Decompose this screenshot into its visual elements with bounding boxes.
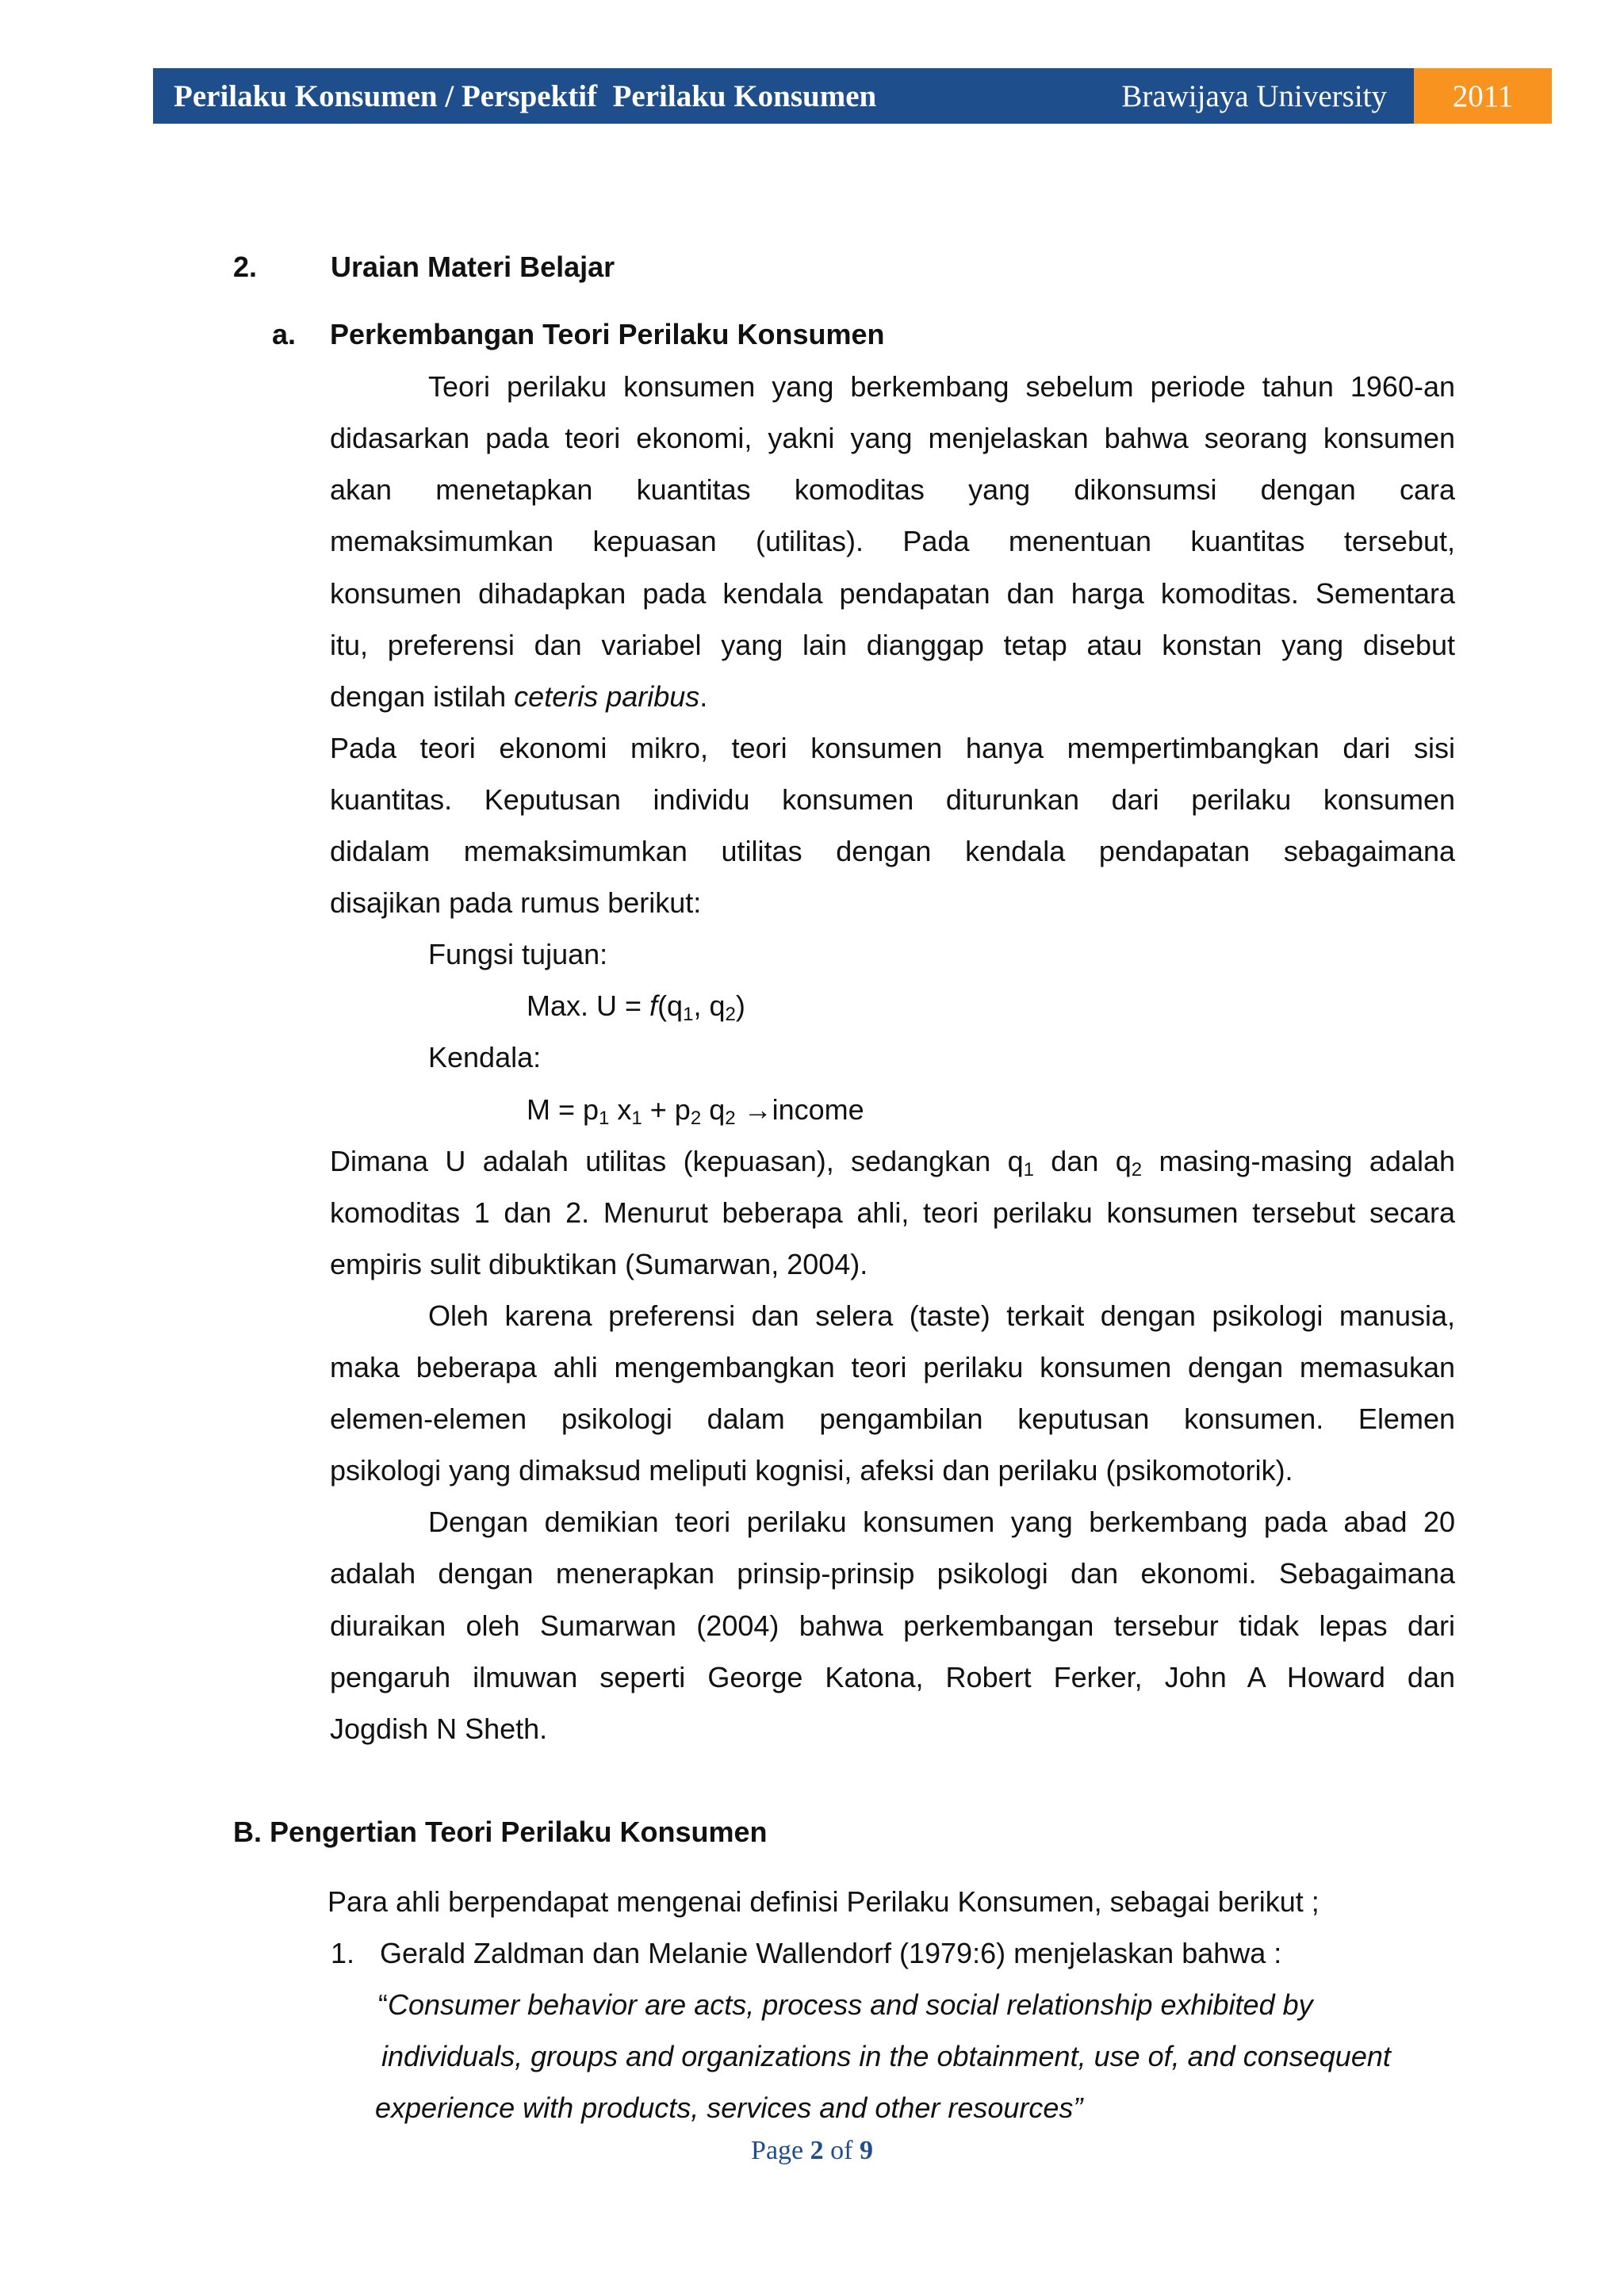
paragraph-line: adalah dengan menerapkan prinsip-prinsip psikologi dan ekonomi. Sebagaimana — [330, 1557, 1455, 1590]
paragraph-line: konsumen dihadapkan pada kendala pendapatan dan harga komoditas. Sementara — [330, 577, 1455, 610]
list-number: 1. — [331, 1937, 355, 1969]
quote-line: “Consumer behavior are acts, process and social relationship exhibited by — [378, 1988, 1313, 2021]
of-word: of — [830, 2136, 853, 2165]
paragraph-line: Oleh karena preferensi dan selera (taste) terkait dengan psikologi manusia, — [428, 1299, 1455, 1332]
paragraph-line: psikologi yang dimaksud meliputi kognisi, afeksi dan perilaku (psikomotorik). — [330, 1454, 1293, 1487]
page-footer — [0, 2136, 1624, 2166]
paragraph-line: pengaruh ilmuwan seperti George Katona, Robert Ferker, John A Howard dan — [330, 1661, 1455, 1693]
section-number: 2. — [233, 251, 258, 283]
subsection-letter: a. — [272, 318, 297, 350]
paragraph-line: komoditas 1 dan 2. Menurut beberapa ahli, teori perilaku konsumen tersebut secara — [330, 1196, 1455, 1229]
quote-line: experience with products, services and other resources” — [375, 2091, 1083, 2124]
header-title-band — [153, 68, 1414, 124]
list-item-text: Gerald Zaldman dan Melanie Wallendorf (1979:6) menjelaskan bahwa : — [380, 1937, 1282, 1969]
paragraph-line: akan menetapkan kuantitas komoditas yang dikonsumsi dengan cara — [330, 473, 1455, 506]
section-b-title: B. Pengertian Teori Perilaku Konsumen — [233, 1816, 768, 1848]
paragraph-line: Jogdish N Sheth. — [330, 1712, 548, 1745]
paragraph-line: Teori perilaku konsumen yang berkembang sebelum periode tahun 1960-an — [428, 370, 1455, 403]
header-university: Brawijaya University — [1121, 78, 1387, 113]
paragraph-line: itu, preferensi dan variabel yang lain dianggap tetap atau konstan yang disebut — [330, 629, 1455, 661]
page-word: Page — [751, 2136, 804, 2165]
paragraph-line: empiris sulit dibuktikan (Sumarwan, 2004). — [330, 1248, 868, 1280]
paragraph-line: maka beberapa ahli mengembangkan teori perilaku konsumen dengan memasukan — [330, 1351, 1455, 1383]
paragraph-line: memaksimumkan kepuasan (utilitas). Pada menentuan kuantitas tersebut, — [330, 525, 1455, 557]
paragraph-line: Dimana U adalah utilitas (kepuasan), sedangkan $q_1$ dan $q_2$ masing-masing adalah — [330, 1145, 1456, 1181]
section-title: Uraian Materi Belajar — [331, 251, 615, 283]
paragraph-line: Dengan demikian teori perilaku konsumen yang berkembang pada abad 20 — [428, 1506, 1455, 1538]
paragraph-line: disajikan pada rumus berikut: — [330, 886, 702, 919]
header-year: 2011 — [1414, 68, 1552, 124]
page-number: 2 — [810, 2136, 824, 2165]
constraint-formula: $M = p_1$ $x_1 + p_2$ $q_2$ →income — [527, 1093, 864, 1129]
paragraph-line: kuantitas. Keputusan individu konsumen diturunkan dari perilaku konsumen — [330, 783, 1455, 816]
page-total: 9 — [859, 2136, 873, 2165]
paragraph-line: Pada teori ekonomi mikro, teori konsumen hanya mempertimbangkan dari sisi — [330, 732, 1455, 764]
quote-line: individuals, groups and organizations in the obtainment, use of, and consequent — [381, 2040, 1391, 2072]
header-title: Perilaku Konsumen / Perspektif Perilaku Konsumen — [174, 78, 877, 113]
subsection-title: Perkembangan Teori Perilaku Konsumen — [330, 318, 885, 350]
paragraph-line: dengan istilah ceteris paribus. — [330, 680, 708, 713]
paragraph-line: elemen-elemen psikologi dalam pengambilan keputusan konsumen. Elemen — [330, 1402, 1455, 1435]
paragraph-line: didalam memaksimumkan utilitas dengan kendala pendapatan sebagaimana — [330, 835, 1455, 867]
constraint-label: Kendala: — [428, 1041, 542, 1073]
objective-formula: Max. $U = f(q_1$, $q_2$) — [527, 989, 745, 1025]
paragraph-line: didasarkan pada teori ekonomi, yakni yang menjelaskan bahwa seorang konsumen — [330, 422, 1455, 454]
objective-label: Fungsi tujuan: — [428, 938, 608, 970]
section-b-intro: Para ahli berpendapat mengenai definisi Perilaku Konsumen, sebagai berikut ; — [327, 1885, 1320, 1918]
paragraph-line: diuraikan oleh Sumarwan (2004) bahwa perkembangan tersebur tidak lepas dari — [330, 1609, 1455, 1642]
ceteris-paribus-term: ceteris paribus — [514, 680, 700, 713]
page-header — [153, 68, 1552, 124]
